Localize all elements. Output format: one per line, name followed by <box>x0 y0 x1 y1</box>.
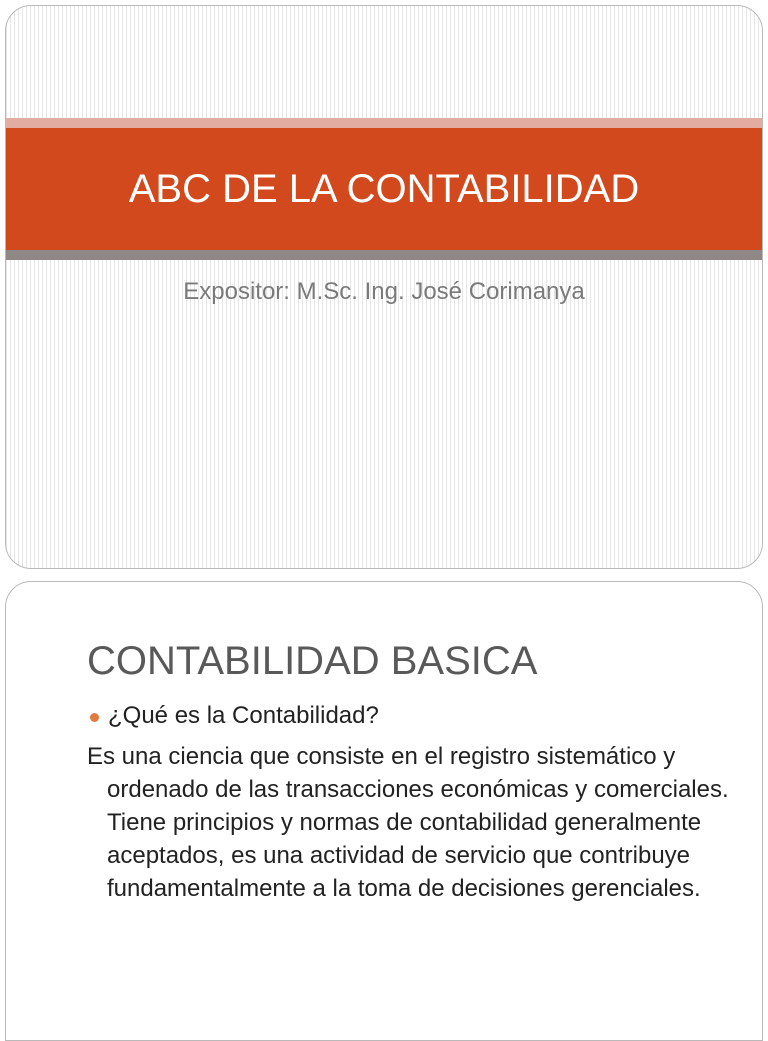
content-slide <box>5 581 763 1041</box>
slide-subtitle: Expositor: M.Sc. Ing. José Corimanya <box>183 278 585 305</box>
slide-title: ABC DE LA CONTABILIDAD <box>128 166 640 211</box>
bullet-dot-icon <box>90 713 99 722</box>
title-band <box>6 128 762 250</box>
bullet-item <box>90 702 379 730</box>
definition-paragraph: Es una ciencia que consiste en el registro sistemático y ordenado de las transacciones económicas y comerciales. Tiene principios y normas de contabilidad generalmente aceptados, es una actividad de servicio que contribuye fundamentalmente a la toma de decisiones gerenciales. <box>87 743 729 902</box>
title-band-bottom-stripe <box>6 250 762 260</box>
section-heading: CONTABILIDAD BASICA <box>87 639 538 683</box>
title-band-top-stripe <box>6 118 762 128</box>
bullet-text: ¿Qué es la Contabilidad? <box>108 702 379 729</box>
title-slide <box>5 5 763 569</box>
